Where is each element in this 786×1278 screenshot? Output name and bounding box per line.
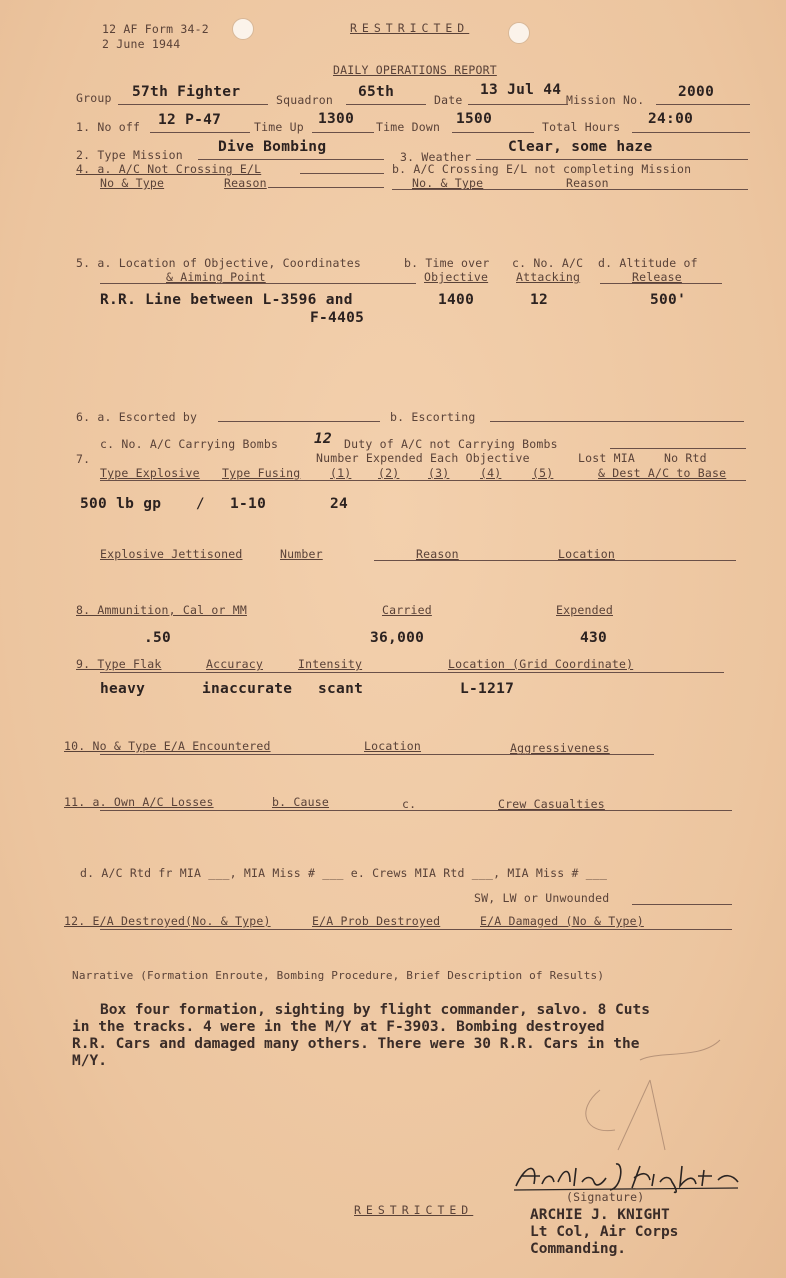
objective-3-header: (3) — [428, 466, 450, 480]
flak-accuracy-value: inaccurate — [202, 681, 293, 697]
no-off-label: 1. No off — [76, 120, 141, 134]
item11-c-label: c. — [402, 797, 417, 811]
objective-location-label: 5. a. Location of Objective, Coordinates — [76, 256, 361, 270]
duty-label: Duty of A/C not Carrying Bombs — [344, 437, 558, 451]
type-explosive-header: Type Explosive — [100, 466, 200, 480]
number-expended-header: Number Expended Each Objective — [316, 451, 530, 465]
type-flak-label: 9. Type Flak — [76, 657, 162, 671]
reason-line-a — [268, 187, 384, 188]
time-up-label: Time Up — [254, 120, 304, 134]
squadron-value: 65th — [358, 84, 395, 100]
flak-line — [100, 672, 724, 673]
no-off-value: 12 P-47 — [158, 112, 222, 128]
jettisoned-location: Location — [558, 547, 615, 561]
caliber-value: .50 — [144, 630, 172, 646]
signature-caption: (Signature) — [566, 1190, 645, 1204]
time-down-value: 1500 — [456, 111, 493, 127]
time-over-label: b. Time over — [404, 256, 490, 270]
item7-label: 7. — [76, 452, 91, 466]
signer-name: ARCHIE J. KNIGHT — [530, 1207, 670, 1223]
time-up-value: 1300 — [318, 111, 355, 127]
punch-hole-right — [508, 22, 530, 44]
date-line — [468, 104, 568, 105]
weather-line — [476, 159, 748, 160]
ea-damaged-label: E/A Damaged (No & Type) — [480, 914, 644, 928]
no-rtd-header: No Rtd — [664, 451, 707, 465]
carrying-bombs-value: 12 — [314, 431, 333, 447]
type-mission-line — [198, 159, 384, 160]
expended-value: 430 — [580, 630, 608, 646]
no-ac-label: c. No. A/C — [512, 256, 584, 270]
item10-line — [100, 754, 654, 755]
weather-value: Clear, some haze — [508, 139, 653, 155]
crew-casualties-label: Crew Casualties — [498, 797, 605, 811]
ea-encountered-label: 10. No & Type E/A Encountered — [64, 739, 271, 753]
time-over-sub: Objective — [424, 270, 489, 284]
objective-1-header: (1) — [330, 466, 352, 480]
objective-location-line1: R.R. Line between L-3596 and — [100, 292, 353, 308]
mission-line — [656, 104, 750, 105]
crossing-label: b. A/C Crossing E/L not completing Mission — [392, 162, 692, 176]
punch-hole-left — [232, 18, 254, 40]
attacking-value: 12 — [530, 292, 549, 308]
classification-bottom: RESTRICTED — [354, 1203, 474, 1217]
escorting-line — [490, 421, 744, 422]
number-expended-value: 24 — [330, 496, 349, 512]
total-hours-line — [632, 132, 750, 133]
escorted-by-label: 6. a. Escorted by — [76, 410, 198, 424]
total-hours-label: Total Hours — [542, 120, 621, 134]
flak-type-value: heavy — [100, 681, 146, 697]
group-value: 57th Fighter — [132, 84, 241, 100]
reason-sub-a: Reason — [224, 176, 267, 190]
time-down-line — [452, 132, 534, 133]
explosive-slash: / — [196, 496, 206, 512]
objective-2-header: (2) — [378, 466, 400, 480]
reason-sub-b: Reason — [566, 176, 609, 190]
lost-mia-header: Lost MIA — [578, 451, 635, 465]
own-losses-label: 11. a. Own A/C Losses — [64, 795, 214, 809]
type-mission-label: 2. Type Mission — [76, 148, 183, 162]
form-date: 2 June 1944 — [102, 37, 181, 51]
duty-line — [610, 448, 746, 449]
type-mission-value: Dive Bombing — [218, 139, 327, 155]
form-id: 12 AF Form 34-2 — [102, 22, 209, 36]
aiming-point-line — [100, 283, 416, 284]
unwounded-line — [632, 904, 732, 905]
ea-destroyed-label: 12. E/A Destroyed(No. & Type) — [64, 914, 271, 928]
aiming-point-sub: & Aiming Point — [166, 270, 266, 284]
type-fusing-header: Type Fusing — [222, 466, 301, 480]
jettisoned-reason: Reason — [416, 547, 459, 561]
ea-location-label: Location — [364, 739, 421, 753]
no-type-sub-a: No & Type — [100, 176, 165, 190]
objective-4-header: (4) — [480, 466, 502, 480]
no-type-sub-b: No. & Type — [412, 176, 484, 190]
time-up-line — [312, 132, 374, 133]
group-line — [118, 104, 268, 105]
mission-label: Mission No. — [566, 93, 645, 107]
time-down-label: Time Down — [376, 120, 441, 134]
item7-header-line — [100, 480, 746, 481]
group-label: Group — [76, 91, 112, 105]
ea-prob-destroyed-label: E/A Prob Destroyed — [312, 914, 441, 928]
classification-top: RESTRICTED — [350, 21, 470, 35]
attacking-sub: Attacking — [516, 270, 581, 284]
time-over-value: 1400 — [438, 292, 475, 308]
narrative-line-3: R.R. Cars and damaged many others. There were 30 R.R. Cars in the — [72, 1036, 640, 1052]
narrative-line-1: Box four formation, sighting by flight commander, salvo. 8 Cuts — [100, 1002, 650, 1018]
not-crossing-label: 4. a. A/C Not Crossing E/L — [76, 162, 262, 176]
signer-rank: Lt Col, Air Corps — [530, 1224, 679, 1240]
aggressiveness-label: Aggressiveness — [510, 741, 610, 755]
jettisoned-number: Number — [280, 547, 323, 561]
carrying-bombs-label: c. No. A/C Carrying Bombs — [100, 437, 279, 451]
no-off-line — [150, 132, 250, 133]
ammunition-label: 8. Ammunition, Cal or MM — [76, 603, 247, 617]
expended-label: Expended — [556, 603, 613, 617]
carried-label: Carried — [382, 603, 432, 617]
rtd-mia-line: d. A/C Rtd fr MIA ___, MIA Miss # ___ e. Crews MIA Rtd ___, MIA Miss # ___ — [80, 866, 608, 880]
dest-header: & Dest A/C to Base — [598, 466, 727, 480]
flak-accuracy-label: Accuracy — [206, 657, 263, 671]
reason-line-b — [392, 189, 748, 190]
flak-intensity-label: Intensity — [298, 657, 363, 671]
objective-5-header: (5) — [532, 466, 554, 480]
jettisoned-label: Explosive Jettisoned — [100, 547, 243, 561]
carried-value: 36,000 — [370, 630, 425, 646]
fusing-value: 1-10 — [230, 496, 267, 512]
explosive-value: 500 lb gp — [80, 496, 162, 512]
item11-line — [100, 810, 732, 811]
report-title: DAILY OPERATIONS REPORT — [333, 63, 497, 77]
objective-location-line2: F-4405 — [310, 310, 365, 326]
squadron-line — [346, 104, 426, 105]
narrative-line-4: M/Y. — [72, 1053, 107, 1069]
narrative-line-2: in the tracks. 4 were in the M/Y at F-3903. Bombing destroyed — [72, 1019, 605, 1035]
flak-location-value: L-1217 — [460, 681, 515, 697]
altitude-label: d. Altitude of — [598, 256, 698, 270]
signer-title: Commanding. — [530, 1241, 627, 1257]
flak-intensity-value: scant — [318, 681, 364, 697]
flak-location-label: Location (Grid Coordinate) — [448, 657, 634, 671]
jettison-line — [374, 560, 736, 561]
total-hours-value: 24:00 — [648, 111, 694, 127]
escorting-label: b. Escorting — [390, 410, 476, 424]
release-line — [600, 283, 722, 284]
item12-line — [100, 929, 732, 930]
release-sub: Release — [632, 270, 682, 284]
narrative-label: Narrative (Formation Enroute, Bombing Procedure, Brief Description of Results) — [72, 969, 605, 982]
squadron-label: Squadron — [276, 93, 333, 107]
mission-value: 2000 — [678, 84, 715, 100]
unwounded-label: SW, LW or Unwounded — [474, 891, 610, 905]
altitude-value: 500' — [650, 292, 687, 308]
not-crossing-line — [300, 173, 384, 174]
weather-label: 3. Weather — [400, 150, 472, 164]
loss-cause-label: b. Cause — [272, 795, 329, 809]
escorted-by-line — [218, 421, 380, 422]
date-label: Date — [434, 93, 463, 107]
date-value: 13 Jul 44 — [480, 82, 562, 98]
